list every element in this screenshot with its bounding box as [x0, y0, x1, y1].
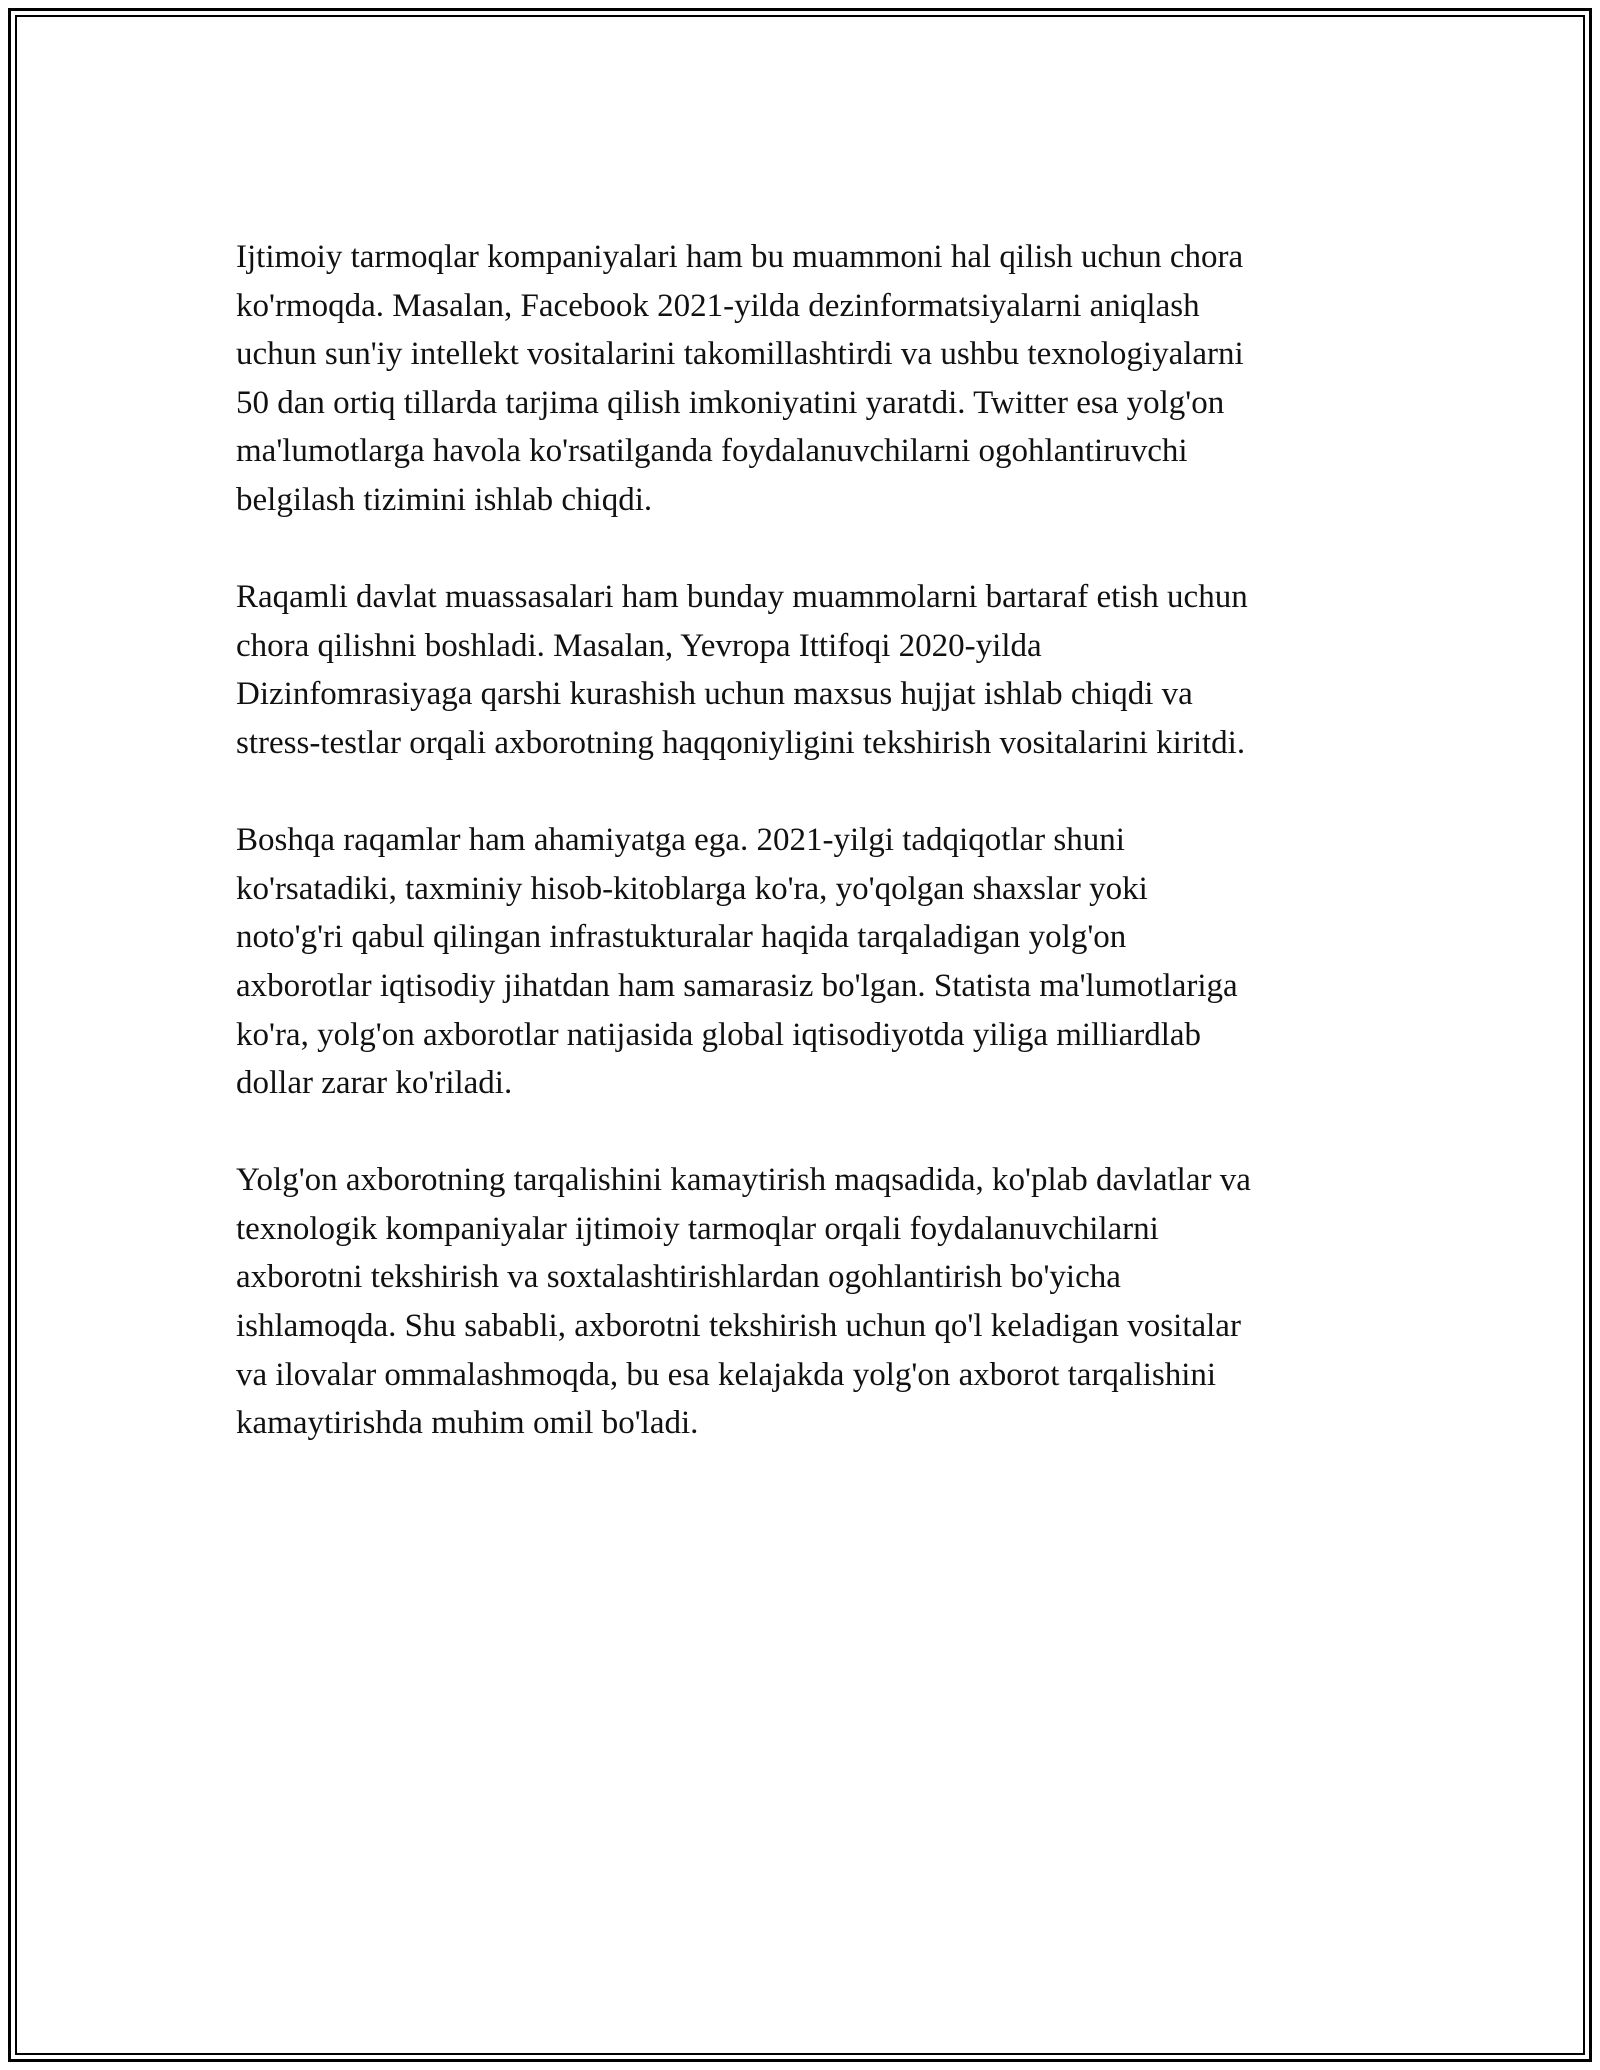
text-line: ma'lumotlarga havola ko'rsatilganda foydalanuvchilarni ogohlantiruvchi — [236, 433, 1188, 470]
text-line: va ilovalar ommalashmoqda, bu esa kelajakda yolg'on axborot tarqalishini — [236, 1356, 1217, 1393]
text-line: noto'g'ri qabul qilingan infrastukturalar haqida tarqaladigan yolg'on — [236, 919, 1127, 956]
text-line: Yolg'on axborotning tarqalishini kamaytirish maqsadida, ko'plab davlatlar va — [236, 1162, 1251, 1199]
text-line: ko'rsatadiki, taxminiy hisob-kitoblarga ko'ra, yo'qolgan shaxslar yoki — [236, 870, 1148, 907]
text-line: Dizinfomrasiyaga qarshi kurashish uchun maxsus hujjat ishlab chiqdi va — [236, 676, 1193, 713]
text-line: ishlamoqda. Shu sababli, axborotni tekshirish uchun qo'l keladigan vositalar — [236, 1308, 1241, 1345]
paragraph-4 — [236, 1156, 1386, 1448]
document-body — [236, 233, 1386, 1496]
text-line: kamaytirishda muhim omil bo'ladi. — [236, 1405, 699, 1442]
text-line: Raqamli davlat muassasalari ham bunday muammolarni bartaraf etish uchun — [236, 579, 1248, 616]
text-line: axborotlar iqtisodiy jihatdan ham samarasiz bo'lgan. Statista ma'lumotlariga — [236, 967, 1238, 1004]
text-line: 50 dan ortiq tillarda tarjima qilish imkoniyatini yaratdi. Twitter esa yolg'on — [236, 384, 1225, 421]
text-line: stress-testlar orqali axborotning haqqoniyligini tekshirish vositalarini kiritdi. — [236, 724, 1246, 761]
text-line: axborotni tekshirish va soxtalashtirishlardan ogohlantirish bo'yicha — [236, 1259, 1121, 1296]
text-line: ko'ra, yolg'on axborotlar natijasida global iqtisodiyotda yiliga milliardlab — [236, 1016, 1202, 1053]
text-line: texnologik kompaniyalar ijtimoiy tarmoqlar orqali foydalanuvchilarni — [236, 1210, 1159, 1247]
text-line: Ijtimoiy tarmoqlar kompaniyalari ham bu muammoni hal qilish uchun chora — [236, 239, 1244, 275]
text-line: uchun sun'iy intellekt vositalarini takomillashtirdi va ushbu texnologiyalarni — [236, 336, 1244, 373]
paragraph-3 — [236, 816, 1386, 1108]
paragraph-2 — [236, 573, 1386, 767]
text-line: dollar zarar ko'riladi. — [236, 1065, 513, 1102]
text-line: belgilash tizimini ishlab chiqdi. — [236, 481, 653, 518]
text-line: ko'rmoqda. Masalan, Facebook 2021-yilda dezinformatsiyalarni aniqlash — [236, 287, 1200, 324]
text-line: chora qilishni boshladi. Masalan, Yevropa Ittifoqi 2020-yilda — [236, 627, 1042, 664]
paragraph-1 — [236, 233, 1386, 525]
text-line: Boshqa raqamlar ham ahamiyatga ega. 2021-yilgi tadqiqotlar shuni — [236, 822, 1125, 859]
